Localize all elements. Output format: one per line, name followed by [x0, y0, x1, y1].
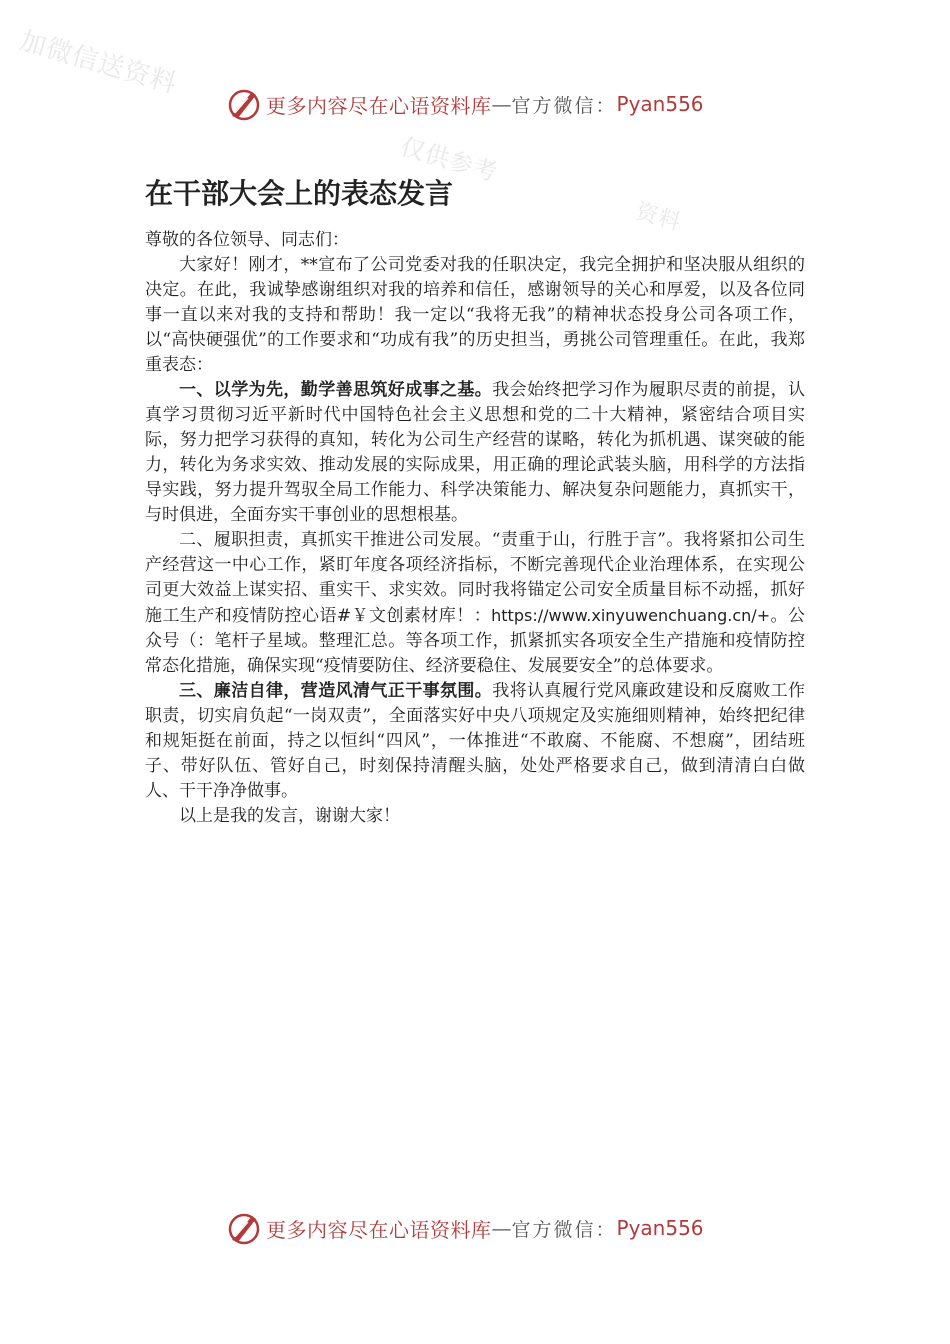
point-two-text: 二、履职担责，真抓实干推进公司发展。“责重于山，行胜于言”。我将紧扣公司生产经营这一中心工作，紧盯年度各项经济指标，不断完善现代企业治理体系，在实现公司更大效益上谋实招、重实干、求实效。同时我将锚定公司安全质量目标不动摇，抓好施工生产和疫情防控心语#￥文创素材库！：	[145, 530, 805, 626]
point-one-heading: 一、以学为先，勤学善思筑好成事之基。	[179, 380, 493, 400]
watermark: 仅供参考	[397, 132, 502, 188]
point-one-paragraph	[145, 378, 805, 528]
wechat-id: Pyan556	[616, 92, 704, 116]
site-slogan: 更多内容尽在心语资料库	[266, 1217, 492, 1242]
banner-separator: —	[491, 1216, 512, 1240]
point-three-heading: 三、廉洁自律，营造风清气正干事氛围。	[179, 681, 493, 701]
quill-logo-icon	[226, 1210, 262, 1246]
banner-separator: —	[491, 92, 512, 116]
quill-logo-icon	[226, 86, 262, 122]
intro-paragraph: 大家好！刚才，**宣布了公司党委对我的任职决定，我完全拥护和坚决服从组织的决定。在此，我诚挚感谢组织对我的培养和信任，感谢领导的关心和厚爱，以及各位同事一直以来对我的支持和帮助！我一定以“我将无我”的精神状态投身公司各项工作，以“高快硬强优”的工作要求和“功成有我”的历史担当，勇挑公司管理重任。在此，我郑重表态：	[145, 255, 805, 375]
closing-paragraph: 以上是我的发言，谢谢大家！	[179, 806, 400, 826]
point-three-paragraph	[145, 679, 805, 804]
document-title: 在干部大会上的表态发言	[145, 177, 454, 210]
document-body	[145, 228, 805, 829]
source-url: https://www.xinyuwenchuang.cn/+	[491, 606, 771, 625]
point-two-paragraph	[145, 528, 805, 679]
watermark: 资料	[632, 199, 685, 236]
wechat-id: Pyan556	[616, 1216, 704, 1240]
header-banner	[226, 84, 704, 124]
point-one-body: 我会始终把学习作为履职尽责的前提，认真学习贯彻习近平新时代中国特色社会主义思想和党的二十大精神，紧密结合项目实际，努力把学习获得的真知，转化为公司生产经营的谋略，转化为抓机遇、谋突破的能力，转化为务求实效、推动发展的实际成果，用正确的理论武装头脑，用科学的方法指导实践，努力提升驾驭全局工作能力、科学决策能力、解决复杂问题能力，真抓实干，与时俱进，全面夯实干事创业的思想根基。	[145, 380, 806, 525]
point-three-body: 我将认真履行党风廉政建设和反腐败工作职责，切实肩负起“一岗双责”，全面落实好中央八项规定及实施细则精神，始终把纪律和规矩挺在前面，持之以恒纠“四风”，一体推进“不敢腐、不能腐、不想腐”，团结班子、带好队伍、管好自己，时刻保持清醒头脑，处处严格要求自己，做到清清白白做人、干干净净做事。	[145, 681, 806, 801]
wechat-label: 官方微信：	[511, 94, 617, 117]
salutation: 尊敬的各位领导、同志们：	[145, 230, 349, 250]
site-slogan: 更多内容尽在心语资料库	[266, 93, 492, 118]
watermark: 加微信送资料	[16, 26, 181, 100]
point-two-tail: 。公众号（：笔杆子星域。整理汇总。等各项工作，抓紧抓实各项安全生产措施和疫情防控常态化措施，确保实现“疫情要防住、经济要稳住、发展要安全”的总体要求。	[145, 606, 805, 676]
wechat-label: 官方微信：	[511, 1218, 617, 1241]
footer-banner	[226, 1208, 704, 1248]
